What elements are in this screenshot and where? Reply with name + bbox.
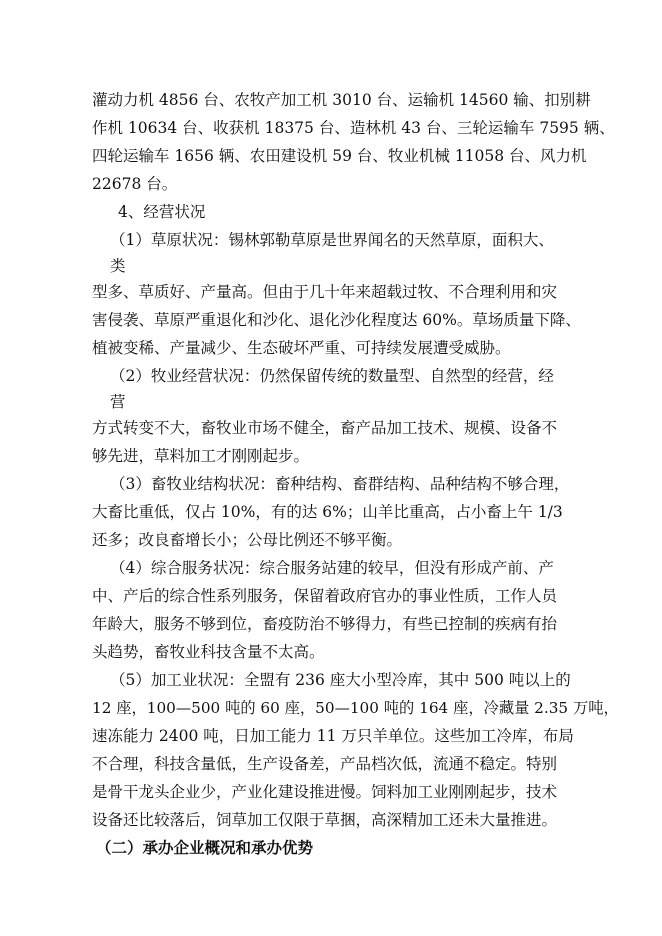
text-line: 四轮运输车 1656 辆、农田建设机 59 台、牧业机械 11058 台、风力机 xyxy=(92,147,587,165)
text-line: 类 xyxy=(110,257,126,275)
text-line: 营 xyxy=(110,393,126,411)
text-line: （2）牧业经营状况：仍然保留传统的数量型、自然型的经营，经 xyxy=(110,367,554,385)
text-line: 不合理，科技含量低，生产设备差，产品档次低，流通不稳定。特别 xyxy=(92,755,558,773)
text-line: 方式转变不大，畜牧业市场不健全，畜产品加工技术、规模、设备不 xyxy=(92,419,558,437)
text-line: 作机 10634 台、收获机 18375 台、造林机 43 台、三轮运输车 7595 辆、 xyxy=(92,119,615,137)
text-line: （5）加工业状况：全盟有 236 座大小型冷库，其中 500 吨以上的 xyxy=(110,671,571,689)
text-line: 灌动力机 4856 台、农牧产加工机 3010 台、运输机 14560 输、扣别耕 xyxy=(92,91,591,109)
text-line: （3）畜牧业结构状况：畜种结构、畜群结构、品种结构不够合理， xyxy=(110,475,570,493)
text-line: （1）草原状况：锡林郭勒草原是世界闻名的天然草原，面积大、 xyxy=(110,231,554,249)
text-line: （4）综合服务状况：综合服务站建的较早，但没有形成产前、产 xyxy=(110,559,554,577)
text-line: 12 座，100—500 吨的 60 座，50—100 吨的 164 座，冷藏量 2.35 万吨， xyxy=(92,699,619,717)
text-line: 中、产后的综合性系列服务，保留着政府官办的事业性质，工作人员 xyxy=(92,587,558,605)
subsection-heading: 4、经营状况 xyxy=(118,203,206,221)
text-line: 害侵袭、草原严重退化和沙化、退化沙化程度达 60%。草场质量下降、 xyxy=(92,311,581,329)
section-heading: （二）承办企业概况和承办优势 xyxy=(96,838,314,857)
text-line: 植被变稀、产量减少、生态破坏严重、可持续发展遭受威胁。 xyxy=(92,339,511,357)
text-line: 还多；改良畜增长小；公母比例还不够平衡。 xyxy=(92,531,403,549)
text-line: 22678 台。 xyxy=(92,175,178,193)
text-line: 年龄大，服务不够到位，畜疫防治不够得力，有些已控制的疾病有抬 xyxy=(92,615,558,633)
text-line: 大畜比重低，仅占 10%，有的达 6%；山羊比重高，占小畜上午 1/3 xyxy=(92,503,563,521)
text-line: 是骨干龙头企业少，产业化建设推进慢。饲料加工业刚刚起步，技术 xyxy=(92,783,558,801)
text-line: 型多、草质好、产量高。但由于几十年来超载过牧、不合理利用和灾 xyxy=(92,283,558,301)
text-line: 设备还比较落后，饲草加工仅限于草捆，高深精加工还未大量推进。 xyxy=(92,811,558,829)
text-line: 头趋势，畜牧业科技含量不太高。 xyxy=(92,643,325,661)
text-line: 速冻能力 2400 吨，日加工能力 11 万只羊单位。这些加工冷库，布局 xyxy=(92,727,574,745)
text-line: 够先进，草料加工才刚刚起步。 xyxy=(92,447,310,465)
